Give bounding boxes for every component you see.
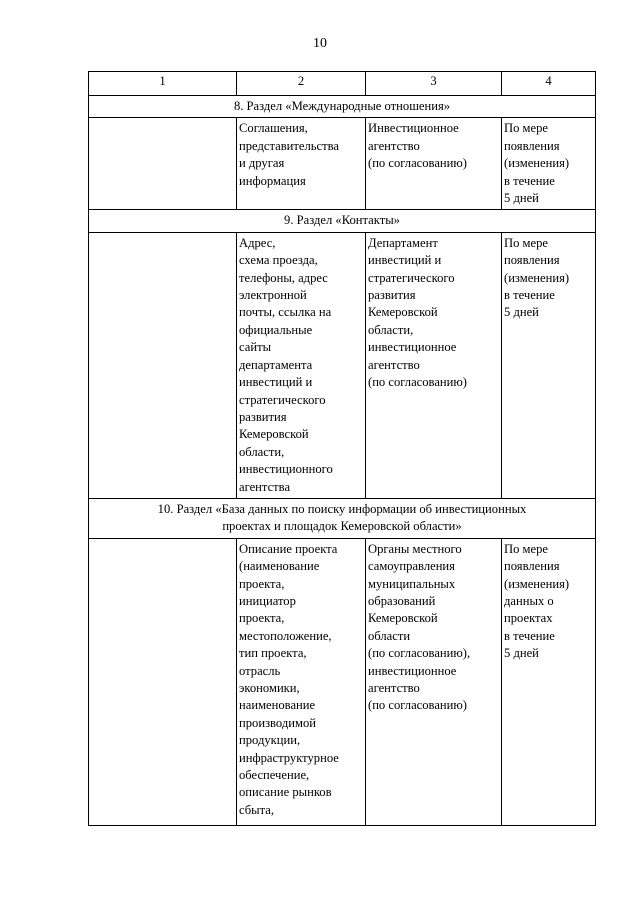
table-row bbox=[89, 232, 596, 498]
cell-col1 bbox=[89, 538, 237, 825]
column-header-2: 2 bbox=[237, 72, 366, 96]
column-header-3: 3 bbox=[366, 72, 502, 96]
section-row-8 bbox=[89, 96, 596, 118]
cell-responsible: Органы местного самоуправления муниципальных образований Кемеровской области (по согласованию), инвестиционное агентство (по согласованию) bbox=[366, 538, 502, 825]
document-table bbox=[88, 71, 596, 826]
cell-col1 bbox=[89, 232, 237, 498]
cell-deadline: По мере появления (изменения) в течение 5 дней bbox=[502, 232, 596, 498]
section-title-8: 8. Раздел «Международные отношения» bbox=[89, 96, 596, 118]
column-header-4: 4 bbox=[502, 72, 596, 96]
page-number: 10 bbox=[313, 36, 327, 51]
section-title-9: 9. Раздел «Контакты» bbox=[89, 210, 596, 232]
cell-col1 bbox=[89, 118, 237, 210]
cell-deadline: По мере появления (изменения) данных о проектах в течение 5 дней bbox=[502, 538, 596, 825]
cell-information-type: Соглашения, представительства и другая информация bbox=[237, 118, 366, 210]
table-row bbox=[89, 538, 596, 825]
cell-information-type: Адрес, схема проезда, телефоны, адрес электронной почты, ссылка на официальные сайты департамента инвестиций и стратегического развития Кемеровской области, инвестиционного агентства bbox=[237, 232, 366, 498]
table-row bbox=[89, 118, 596, 210]
cell-responsible: Департамент инвестиций и стратегического развития Кемеровской области, инвестиционное агентство (по согласованию) bbox=[366, 232, 502, 498]
header-row bbox=[89, 72, 596, 96]
section-row-10 bbox=[89, 498, 596, 538]
cell-deadline: По мере появления (изменения) в течение 5 дней bbox=[502, 118, 596, 210]
column-header-1: 1 bbox=[89, 72, 237, 96]
cell-responsible: Инвестиционное агентство (по согласованию) bbox=[366, 118, 502, 210]
cell-information-type: Описание проекта (наименование проекта, инициатор проекта, местоположение, тип проекта, отрасль экономики, наименование производимой продукции, инфраструктурное обеспечение, описание рынков сбыта, bbox=[237, 538, 366, 825]
section-row-9 bbox=[89, 210, 596, 232]
section-title-10: 10. Раздел «База данных по поиску информации об инвестиционных проектах и площадок Кемеровской области» bbox=[89, 498, 596, 538]
